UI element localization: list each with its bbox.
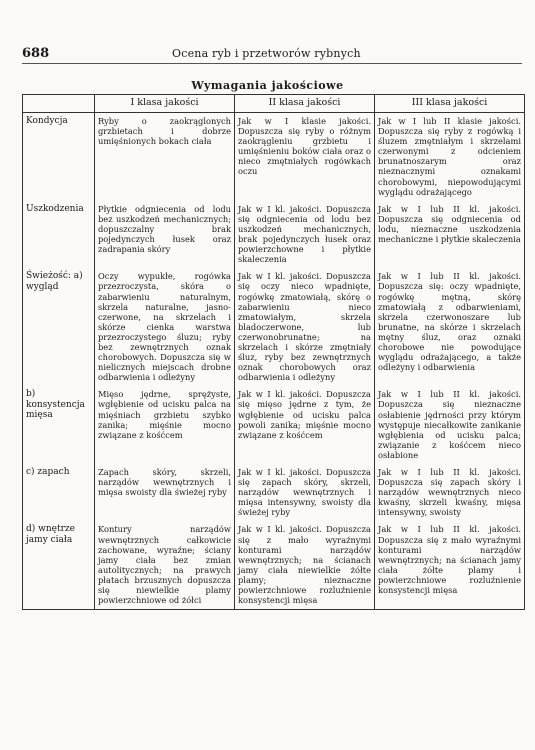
cell-class-1: Zapach skóry, skrzeli, narządów wewnętrznych i mięsa swoisty dla świeżej ryby (95, 464, 235, 521)
cell-class-3: Jak w I lub II kl. jakości. Dopuszcza się z mało wyraźnymi konturami narządów wewnętrznych; na ścianach jamy ciała żółte plamy i powierzchniowe rozluźnienie konsystencji mięsa (375, 521, 525, 609)
cell-class-3: Jak w I lub II kl. jakości. Dopuszcza się: oczy wpadnięte, rogówkę mętną, skórę zmatowiałą z odbarwieniami, skrzela czerwonoszare lub brunatne, na skórze i skrzelach mętny śluz, oraz oznaki chorobowe nie powodujące wyglądu odrażającego, a także odleżyny i odbarwienia (375, 268, 525, 386)
cell-class-2: Jak w I klasie jakości. Dopuszcza się ryby o różnym zaokrągleniu grzbietu i umięśnieniu boków ciała oraz o nieco zmętniałych rogówkach oczu (235, 113, 375, 201)
cell-class-2: Jak w I kl. jakości. Dopuszcza się odgniecenia od lodu bez uszkodzeń mechanicznych, brak pojedynczych łusek oraz powierzchowne i płytkie skaleczenia (235, 201, 375, 269)
column-header-class-3: III klasa jakości (375, 95, 525, 113)
row-label-zapach: c) zapach (23, 464, 95, 521)
table-row (23, 386, 525, 464)
row-label-konsystencja: b) konsystencja mięsa (23, 386, 95, 464)
row-label-wnetrze: d) wnętrze jamy ciała (23, 521, 95, 609)
cell-class-1: Mięso jędrne, sprężyste, wgłębienie od ucisku palca na mięśniach grzbietu szybko zanika; mięśnie mocno związane z kośćcem (95, 386, 235, 464)
table-row (23, 268, 525, 386)
cell-class-2: Jak w I kl. jakości. Dopuszcza się zapach skóry, skrzeli, narządów wewnętrznych i mięsa intensywny, swoisty dla świeżej ryby (235, 464, 375, 521)
table-row (23, 464, 525, 521)
cell-class-3: Jak w I lub II kl. jakości. Dopuszcza się zapach skóry i narządów wewnętrznych nieco kwaśny, skrzeli kwaśny, mięsa intensywny, swoisty (375, 464, 525, 521)
cell-class-2: Jak w I kl. jakości. Dopuszcza się mięso jędrne z tym, że wgłębienie od ucisku palca powoli zanika; mięśnie mocno związane z kośćcem (235, 386, 375, 464)
header-rule (22, 63, 522, 64)
table-row (23, 521, 525, 609)
table-title: Wymagania jakościowe (191, 79, 344, 92)
row-label-swiezosc-wyglad: Świeżość: a) wygląd (23, 268, 95, 386)
cell-class-1: Ryby o zaokrąglonych grzbietach i dobrze umięśnionych bokach ciała (95, 113, 235, 201)
running-title: Ocena ryb i przetworów rybnych (172, 47, 361, 60)
cell-class-2: Jak w I kl. jakości. Dopuszcza się z mało wyraźnymi konturami narządów wewnętrznych; na ścianach jamy ciała niewielkie żółte plamy; nieznaczne powierzchniowe rozluźnienie konsystencji mięsa (235, 521, 375, 609)
table-row (23, 201, 525, 269)
cell-class-1: Kontury narządów wewnętrznych całkowicie zachowane, wyraźne; ściany jamy ciała bez zmian autolitycznych; na prawych płatach brzusznych dopuszcza się niewielkie plamy powierzchniowe od żółci (95, 521, 235, 609)
cell-class-3: Jak w I lub II kl. jakości. Dopuszcza się odgniecenia od lodu, nieznaczne uszkodzenia mechaniczne i płytkie skaleczenia (375, 201, 525, 269)
page-header (22, 46, 522, 62)
column-header-class-2: II klasa jakości (235, 95, 375, 113)
table-row (23, 113, 525, 201)
cell-class-2: Jak w I kl. jakości. Dopuszcza się oczy nieco wpadnięte, rogówkę zmatowiałą, skórę o zabarwieniu nieco zmatowiałym, skrzela bladoczerwone, lub czerwonobrunatne; na skrzelach i skórze zmętniały śluz, ryby bez zewnętrznych oznak chorobowych oraz odbarwienia i odleżyny (235, 268, 375, 386)
column-header-criterion (23, 95, 95, 113)
row-label-uszkodzenia: Uszkodzenia (23, 201, 95, 269)
cell-class-1: Płytkie odgniecenia od lodu bez uszkodzeń mechanicznych; dopuszczalny brak pojedynczych łusek oraz zadrapania skóry (95, 201, 235, 269)
table-header-row (23, 95, 525, 113)
quality-requirements-table (22, 94, 525, 610)
cell-class-3: Jak w I lub II klasie jakości. Dopuszcza się ryby z rogówką i śluzem zmętniałym i skrzelami czerwonymi z odcieniem brunatnoszarym oraz nieznacznymi oznakami chorobowymi, niepowodującymi wyglądu odrażającego (375, 113, 525, 201)
cell-class-3: Jak w I lub II kl. jakości. Dopuszcza się nieznaczne osłabienie jędrności przy którym występuje niecałkowite zanikanie wgłębienia od ucisku palca; związanie z kośćcem nieco osłabione (375, 386, 525, 464)
page-number: 688 (22, 46, 50, 61)
column-header-class-1: I klasa jakości (95, 95, 235, 113)
row-label-kondycja: Kondycja (23, 113, 95, 201)
cell-class-1: Oczy wypukłe, rogówka przezroczysta, skóra o zabarwieniu naturalnym, skrzela naturalne, jasno-czerwone, na skrzelach i skórze cienka warstwa przezroczystego śluzu; ryby bez zewnętrznych oznak chorobowych. Dopuszcza się w nielicznych miejscach drobne odbarwienia i odleżyny (95, 268, 235, 386)
